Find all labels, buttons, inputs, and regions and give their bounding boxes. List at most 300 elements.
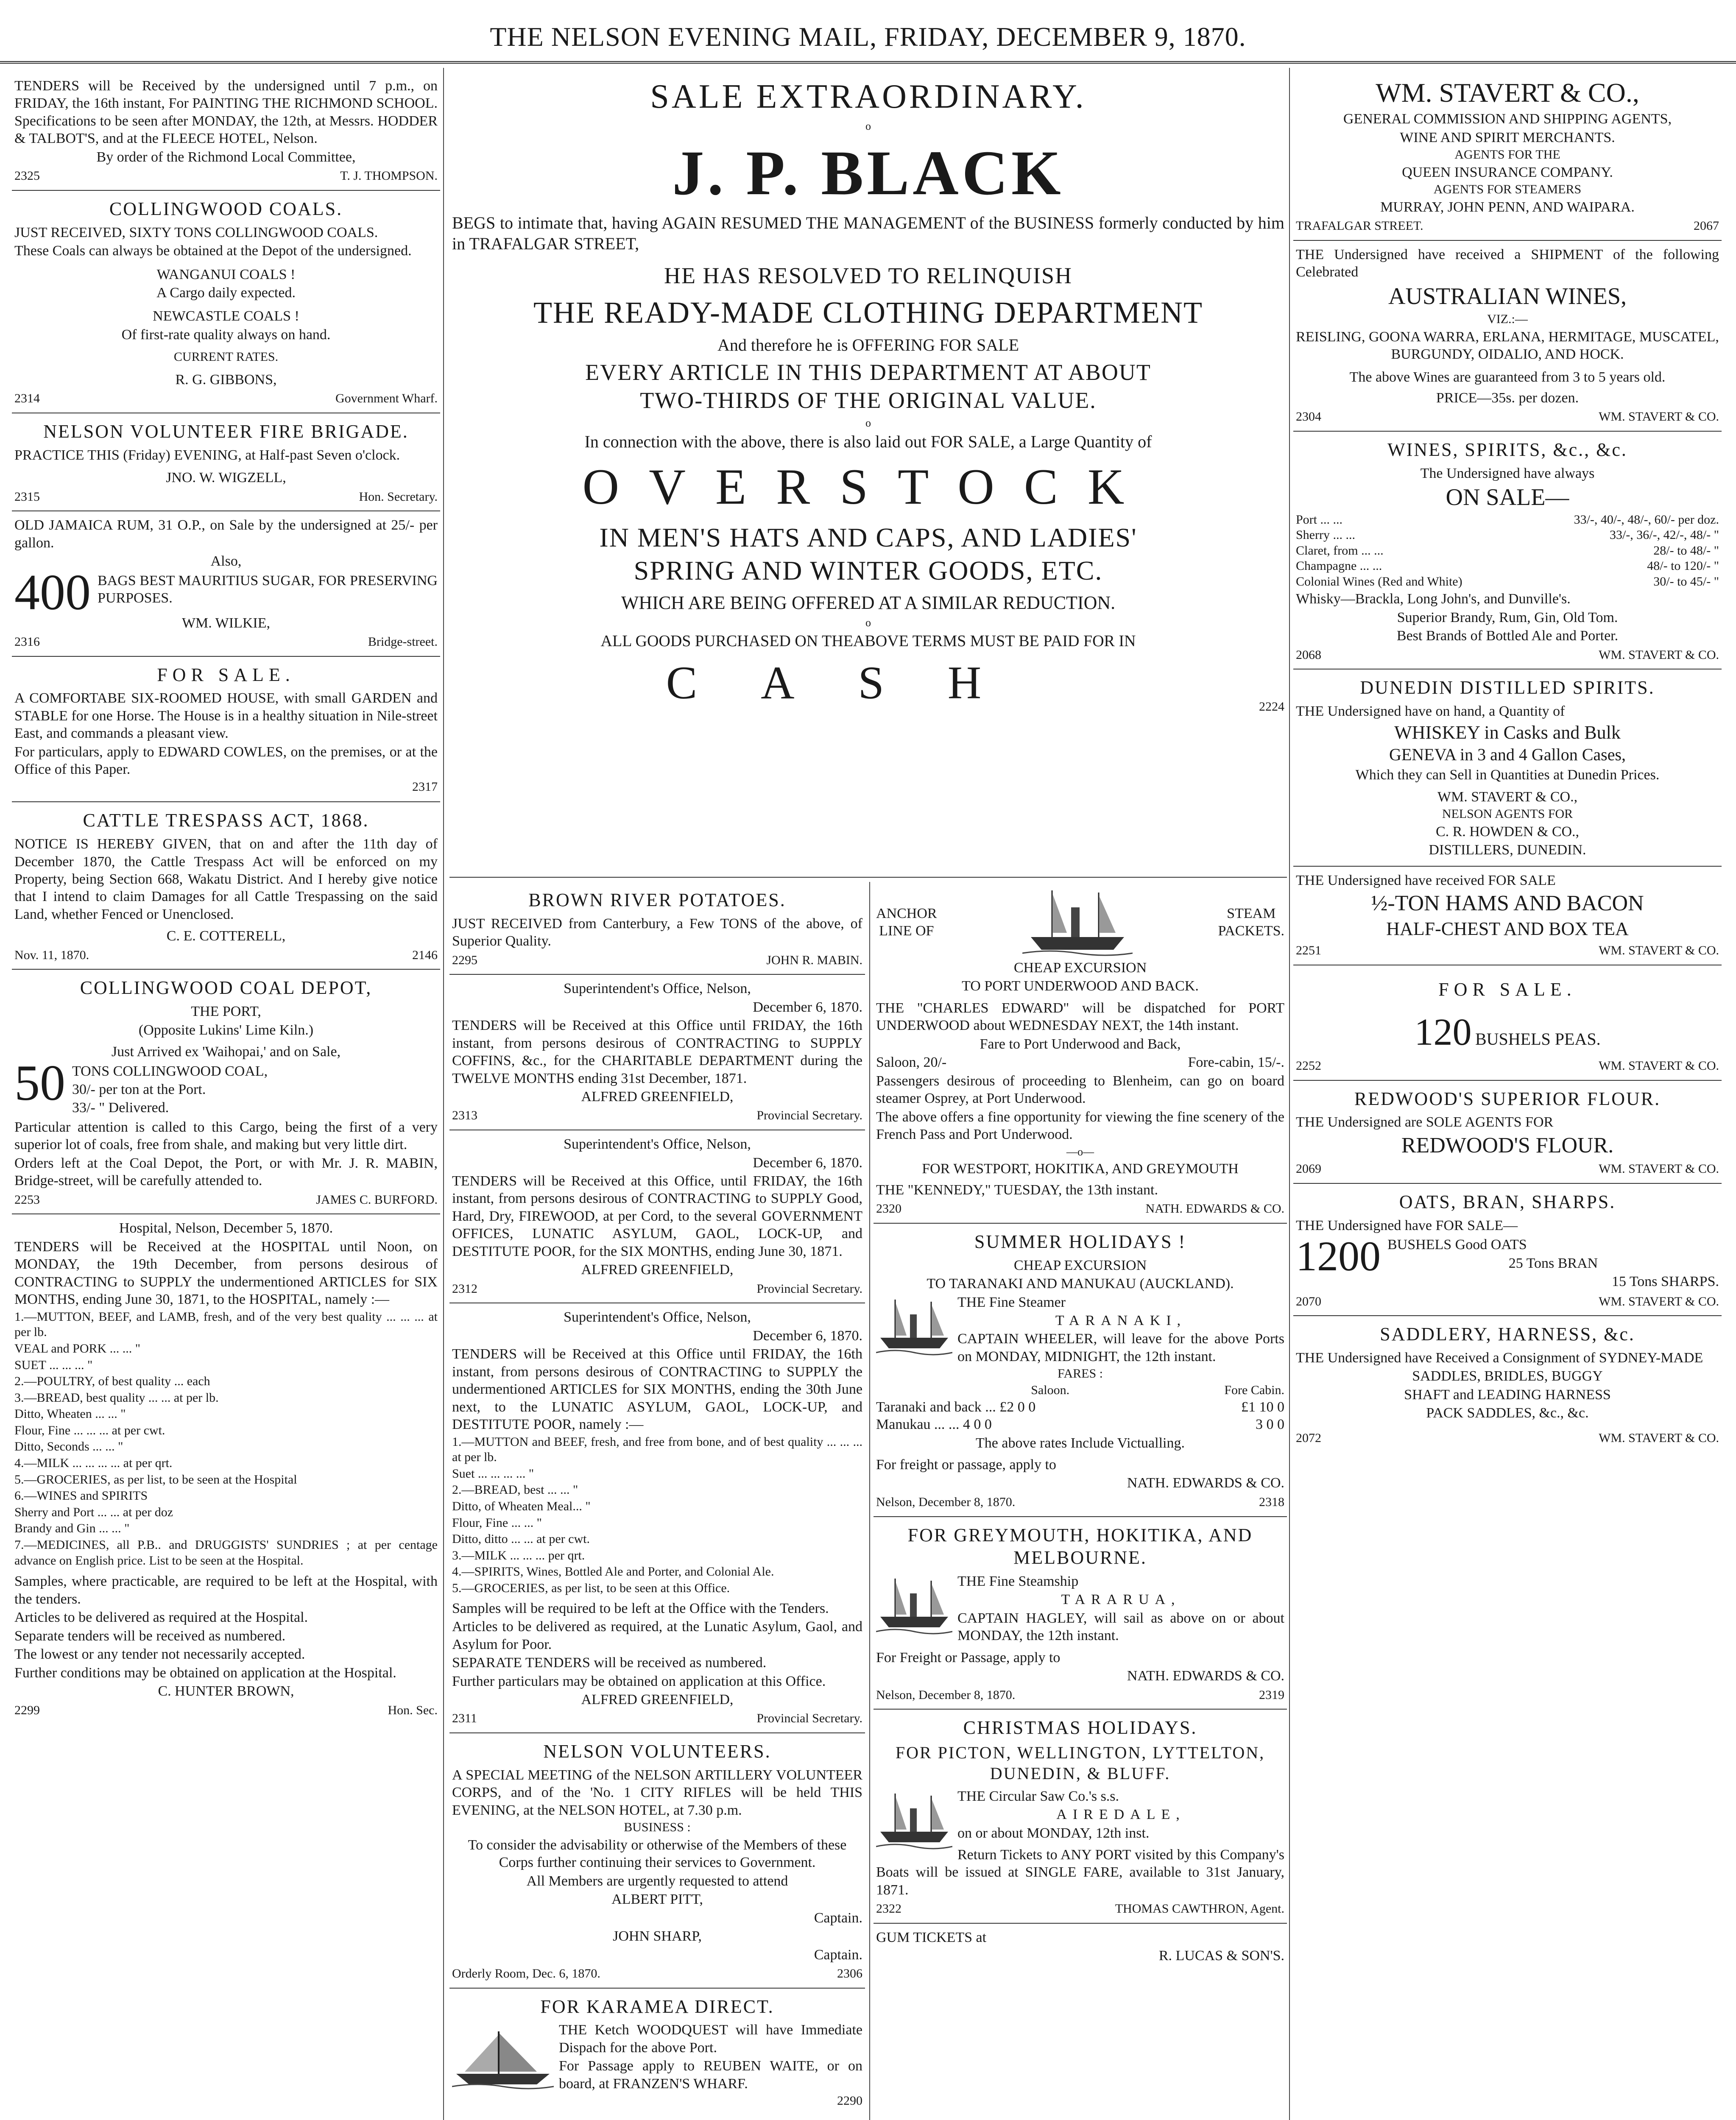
ad-australian-wines bbox=[1293, 241, 1722, 432]
ad-text: CURRENT RATES. bbox=[173, 350, 279, 364]
column-center-left bbox=[449, 882, 865, 2120]
ad-text: THE Fine Steamship bbox=[957, 1573, 1079, 1589]
ad-heading: ON SALE— bbox=[1446, 484, 1569, 511]
ad-text: Captain. bbox=[814, 1910, 862, 1926]
column-left bbox=[12, 72, 440, 2120]
ad-text: THE PORT, bbox=[191, 1004, 261, 1020]
ad-text: DISTILLERS, DUNEDIN. bbox=[1429, 842, 1586, 858]
list-item: 3.—MILK ... ... ... per qrt. bbox=[452, 1548, 585, 1562]
ad-signature: JNO. W. WIGZELL, bbox=[166, 470, 286, 486]
list-item: 2.—POULTRY, of best quality ... each bbox=[14, 1374, 210, 1389]
ad-text: A SPECIAL MEETING of the NELSON ARTILLERY VOLUNTEER CORPS, and of the 'No. 1 CITY RIFLES will be held THIS EVENING, at the NELSON HOTEL, at 7.30 p.m. bbox=[452, 1767, 862, 1818]
ad-text: Superintendent's Office, Nelson, bbox=[564, 1136, 751, 1152]
fare-col-saloon: Saloon. bbox=[1031, 1383, 1070, 1398]
list-item: 6.—WINES and SPIRITS bbox=[14, 1489, 148, 1503]
ad-text: Best Brands of Bottled Ale and Porter. bbox=[1396, 628, 1619, 644]
list-item: Sherry and Port ... ... at per doz bbox=[14, 1505, 173, 1519]
ad-house-for-sale bbox=[12, 657, 440, 803]
ad-number: 2251 bbox=[1296, 943, 1321, 958]
ad-signature: ALBERT PITT, bbox=[611, 1891, 703, 1908]
ad-number: 2306 bbox=[837, 1967, 862, 1981]
ad-text: TENDERS will be Received at this Office until FRIDAY, the 16th instant, from persons desirous of CONTRACTING to SUPPLY the undermentioned ARTICLES for SIX MONTHS, ending the 30th June next, to the LUNATIC ASYLUM, GAOL, LOCK-UP, and DESTITUTE POOR, namely :— bbox=[452, 1346, 862, 1433]
ad-text: WHICH ARE BEING OFFERED AT A SIMILAR REDUCTION. bbox=[621, 592, 1116, 614]
fare-saloon: Saloon, 20/- bbox=[876, 1054, 947, 1071]
ad-text: 33/- " Delivered. bbox=[72, 1100, 169, 1116]
ad-lunatic-asylum-tenders bbox=[449, 1303, 865, 1733]
ad-heading: FOR SALE. bbox=[157, 664, 295, 685]
ad-text: REDWOOD'S FLOUR. bbox=[1401, 1133, 1614, 1158]
ad-text: Articles to be delivered as required at the Hospital. bbox=[14, 1610, 308, 1626]
ad-text: WANGANUI COALS ! bbox=[156, 266, 296, 282]
ad-text: Which they can Sell in Quantities at Dunedin Prices. bbox=[1355, 767, 1660, 783]
column-rule bbox=[869, 882, 870, 2120]
ad-text: Whisky—Brackla, Long John's, and Dunville's. bbox=[1296, 591, 1571, 607]
ad-text: Provincial Secretary. bbox=[756, 1108, 862, 1123]
ad-signature: ALFRED GREENFIELD, bbox=[581, 1262, 734, 1278]
ad-text: In connection with the above, there is also laid out FOR SALE, a Large Quantity of bbox=[584, 432, 1152, 451]
column-right bbox=[1293, 72, 1722, 2120]
ad-text: Separate tenders will be received as numbered. bbox=[14, 1628, 286, 1644]
ad-text: ALL GOODS PURCHASED ON THEABOVE TERMS MUST BE PAID FOR IN bbox=[600, 632, 1136, 650]
ad-text: Further conditions may be obtained on application at the Hospital. bbox=[14, 1665, 396, 1681]
ad-text: By order of the Richmond Local Committee, bbox=[96, 149, 356, 165]
list-item: Suet ... ... ... ... " bbox=[452, 1466, 534, 1481]
ad-text: Also, bbox=[210, 553, 242, 569]
ad-signature: THOMAS CAWTHRON, Agent. bbox=[1115, 1902, 1284, 1916]
ad-date: Nelson, December 8, 1870. bbox=[876, 1495, 1016, 1509]
ad-text: Superintendent's Office, Nelson, bbox=[564, 981, 751, 997]
ad-text: A Cargo daily expected. bbox=[156, 285, 296, 301]
ad-text: CAPTAIN WHEELER, will leave for the above Ports on MONDAY, MIDNIGHT, the 12th instant. bbox=[957, 1331, 1284, 1364]
price-row bbox=[1296, 527, 1719, 543]
ad-hospital-tenders bbox=[12, 1214, 440, 1724]
ad-text: For Freight or Passage, apply to bbox=[876, 1649, 1061, 1665]
ad-signature: C. E. COTTERELL, bbox=[166, 928, 286, 944]
ad-text: THE "CHARLES EDWARD" will be dispatched for PORT UNDERWOOD about WEDNESDAY NEXT, the 14th instant. bbox=[876, 1000, 1284, 1034]
ad-text: AGENTS FOR THE bbox=[1454, 148, 1560, 162]
ad-signature: WM. WILKIE, bbox=[181, 615, 271, 631]
list-item: 5.—GROCERIES, as per list, to be seen at the Hospital bbox=[14, 1472, 297, 1487]
ad-nelson-volunteers bbox=[449, 1733, 865, 1989]
steamship-icon bbox=[1022, 886, 1133, 958]
list-item: Brandy and Gin ... ... " bbox=[14, 1521, 130, 1536]
ad-text: THE "KENNEDY," TUESDAY, the 13th instant. bbox=[876, 1182, 1158, 1198]
ad-number: 2290 bbox=[837, 2094, 862, 2108]
ad-date: December 6, 1870. bbox=[753, 1155, 862, 1171]
masthead-title: THE NELSON EVENING MAIL, FRIDAY, DECEMBER 9, 1870. bbox=[490, 22, 1246, 52]
ad-text: JUST RECEIVED, SIXTY TONS COLLINGWOOD COALS. bbox=[14, 224, 378, 240]
ad-oats-bran bbox=[1293, 1184, 1722, 1316]
column-center-right bbox=[874, 882, 1287, 2120]
ad-text: Superior Brandy, Rum, Gin, Old Tom. bbox=[1397, 609, 1618, 625]
ad-firewood-tenders bbox=[449, 1130, 865, 1303]
ad-text: Hon. Secretary. bbox=[359, 489, 438, 504]
list-item: Ditto, Seconds ... ... " bbox=[14, 1439, 123, 1454]
ad-text: Provincial Secretary. bbox=[756, 1711, 862, 1726]
steamship-icon bbox=[876, 1295, 952, 1359]
ad-heading: CATTLE TRESPASS ACT, 1868. bbox=[83, 810, 369, 831]
ad-text: Just Arrived ex 'Waihopai,' and on Sale, bbox=[111, 1044, 341, 1060]
ad-text: To consider the advisability or otherwise of the Members of these Corps further continuing their services to Government. bbox=[468, 1837, 847, 1871]
fare-cell: 3 0 0 bbox=[1256, 1417, 1284, 1433]
price-item: Port ... ... bbox=[1296, 512, 1343, 527]
ad-text: TENDERS will be Received at the HOSPITAL until Noon, on MONDAY, the 19th December, from persons desirous of CONTRACTING to SUPPLY the undermentioned ARTICLES for SIX MONTHS, ending June 30, 1871, to the HOSPITAL, namely :— bbox=[14, 1239, 438, 1308]
ad-date: December 6, 1870. bbox=[753, 999, 862, 1015]
ad-date: Nov. 11, 1870. bbox=[14, 948, 89, 962]
price-item: Sherry ... ... bbox=[1296, 528, 1355, 542]
separator: o bbox=[865, 616, 871, 629]
fare-row bbox=[876, 1398, 1284, 1416]
ad-text: CAPTAIN HAGLEY, will sail as above on or about MONDAY, the 12th instant. bbox=[957, 1610, 1284, 1644]
ad-number: 2304 bbox=[1296, 410, 1321, 424]
ad-number: 2318 bbox=[1259, 1495, 1284, 1509]
ad-number: 2319 bbox=[1259, 1688, 1284, 1702]
ad-text: BUSHELS Good OATS bbox=[1387, 1237, 1527, 1253]
ad-text: on or about MONDAY, 12th inst. bbox=[957, 1825, 1150, 1841]
ad-heading: REDWOOD'S SUPERIOR FLOUR. bbox=[1354, 1088, 1661, 1109]
ad-text: For particulars, apply to EDWARD COWLES, on the premises, or at the Office of this Paper. bbox=[14, 744, 438, 778]
ad-text: Orderly Room, Dec. 6, 1870. bbox=[452, 1967, 600, 1981]
ad-text: Of first-rate quality always on hand. bbox=[121, 326, 331, 343]
ad-text: FARES : bbox=[1058, 1367, 1103, 1381]
ad-signature: JAMES C. BURFORD. bbox=[316, 1192, 438, 1207]
ad-greymouth bbox=[874, 1517, 1287, 1710]
list-item: Ditto, Wheaten ... ... " bbox=[14, 1407, 126, 1421]
ad-number: 2072 bbox=[1296, 1431, 1321, 1445]
ad-number: 2146 bbox=[412, 948, 438, 962]
ad-text: THE Undersigned have FOR SALE— bbox=[1296, 1217, 1518, 1233]
ad-text: THE Fine Steamer bbox=[957, 1294, 1066, 1310]
fare-cell: Manukau ... ... 4 0 0 bbox=[876, 1417, 992, 1433]
ad-text: Further particulars may be obtained on application at this Office. bbox=[452, 1673, 826, 1689]
column-rule bbox=[1289, 68, 1290, 2120]
ad-heading: COLLINGWOOD COAL DEPOT, bbox=[80, 977, 372, 999]
ad-signature: T. J. THOMPSON. bbox=[340, 169, 438, 183]
ad-hams-bacon bbox=[1293, 867, 1722, 965]
merchant-name: J. P. BLACK bbox=[672, 138, 1064, 209]
price-value: 30/- to 45/- " bbox=[1653, 574, 1719, 589]
ad-text: OLD JAMAICA RUM, 31 O.P., on Sale by the undersigned at 25/- per gallon. bbox=[14, 517, 438, 551]
ketch-icon bbox=[452, 2023, 554, 2091]
ad-text: FOR WESTPORT, HOKITIKA, AND GREYMOUTH bbox=[922, 1161, 1239, 1177]
ad-text: TONS COLLINGWOOD COAL, bbox=[72, 1063, 268, 1079]
ad-text: The Undersigned have always bbox=[1420, 465, 1595, 481]
ad-text: THE Undersigned have on hand, a Quantity of bbox=[1296, 703, 1565, 720]
ad-heading: AUSTRALIAN WINES, bbox=[1388, 283, 1627, 310]
ad-text: BUSHELS PEAS. bbox=[1475, 1029, 1601, 1049]
ad-text: SHAFT and LEADING HARNESS bbox=[1404, 1386, 1611, 1403]
ad-heading: COLLINGWOOD COALS. bbox=[109, 198, 343, 219]
ad-text: BUSINESS : bbox=[624, 1820, 691, 1835]
ad-fire-brigade bbox=[12, 413, 440, 511]
ad-summer-holidays bbox=[874, 1224, 1287, 1517]
ad-number: 2311 bbox=[452, 1711, 477, 1726]
ad-text: Orders left at the Coal Depot, the Port, or with Mr. J. R. MABIN, Bridge-street, will be carefully attended to. bbox=[14, 1155, 438, 1189]
ad-text: REISLING, GOONA WARRA, ERLANA, HERMITAGE, MUSCATEL, BURGUNDY, OIDALIO, AND HOCK. bbox=[1296, 329, 1719, 363]
ad-text: QUEEN INSURANCE COMPANY. bbox=[1402, 164, 1613, 180]
ad-text: For freight or passage, apply to bbox=[876, 1457, 1056, 1473]
ad-text: TENDERS will be Received at this Office until FRIDAY, the 16th instant, from persons desirous of CONTRACTING to SUPPLY COFFINS, &c., for the CHARITABLE DEPARTMENT during the TWELVE MONTHS ending 31st December, 1871. bbox=[452, 1018, 862, 1086]
ad-text: GENERAL COMMISSION AND SHIPPING AGENTS, bbox=[1343, 111, 1672, 127]
ad-text: PACK SADDLES, &c., &c. bbox=[1426, 1405, 1589, 1421]
tender-items-list bbox=[452, 1434, 862, 1596]
price-value: 48/- to 120/- " bbox=[1647, 559, 1719, 573]
ad-gum-tickets bbox=[874, 1924, 1287, 1972]
list-item: 2.—BREAD, best ... ... " bbox=[452, 1483, 578, 1497]
price-item: Claret, from ... ... bbox=[1296, 543, 1384, 558]
ad-heading: FOR KARAMEA DIRECT. bbox=[540, 1996, 774, 2017]
price-row bbox=[1296, 543, 1719, 559]
ad-text: The lowest or any tender not necessarily accepted. bbox=[14, 1646, 305, 1663]
ad-signature: WM. STAVERT & CO., bbox=[1437, 789, 1578, 805]
fare-cell: Taranaki and back ... £2 0 0 bbox=[876, 1399, 1036, 1415]
ad-christmas-holidays bbox=[874, 1710, 1287, 1924]
ad-text: ½-TON HAMS AND BACON bbox=[1371, 891, 1644, 916]
ad-number: 2067 bbox=[1694, 219, 1719, 233]
ad-text: TWO-THIRDS OF THE ORIGINAL VALUE. bbox=[640, 388, 1097, 413]
ad-peas bbox=[1293, 965, 1722, 1081]
ad-text: HE HAS RESOLVED TO RELINQUISH bbox=[664, 262, 1073, 288]
ad-signature: ALFRED GREENFIELD, bbox=[581, 1089, 734, 1105]
ad-number: 2252 bbox=[1296, 1059, 1321, 1073]
ad-text: TENDERS will be Received at this Office, until FRIDAY, the 16th instant, from persons desirous of CONTRACTING to SUPPLY Good, Hard, Dry, FIREWOOD, at per Cord, to the several GOVERNMENT OFFICES, LUNATIC ASYLUM, GAOL, LOCK-UP, and DESTITUTE POOR, for the SIX MONTHS, ending June 30, 1871. bbox=[452, 1173, 862, 1259]
ad-wines-spirits bbox=[1293, 432, 1722, 669]
ad-text: NEWCASTLE COALS ! bbox=[153, 308, 299, 324]
ad-signature: R. G. GIBBONS, bbox=[175, 372, 277, 388]
ad-text: THE Undersigned have received a SHIPMENT of the following Celebrated bbox=[1296, 246, 1719, 280]
ad-signature: JOHN SHARP, bbox=[613, 1928, 702, 1944]
ad-text: NOTICE IS HEREBY GIVEN, that on and after the 11th day of December 1870, the Cattle Trespass Act will be enforced on my Property, being Section 668, Wakatu District. And I hereby give notice that I intend to claim Damages for all Cattle Trespassing on the said Land, whether Fenced or Unenclosed. bbox=[14, 836, 438, 922]
ad-text: (Opposite Lukins' Lime Kiln.) bbox=[138, 1022, 314, 1038]
ad-signature: NATH. EDWARDS & CO. bbox=[1127, 1668, 1284, 1684]
fare-col-forecabin: Fore Cabin. bbox=[1224, 1383, 1284, 1398]
ad-number: 2316 bbox=[14, 635, 40, 649]
ad-text: MURRAY, JOHN PENN, AND WAIPARA. bbox=[1380, 199, 1635, 215]
ad-signature: WM. STAVERT & CO. bbox=[1599, 1294, 1719, 1308]
masthead bbox=[0, 0, 1736, 64]
ad-brown-river-potatoes bbox=[449, 882, 865, 975]
ad-signature: R. LUCAS & SON'S. bbox=[1158, 1948, 1284, 1964]
merchant-name: WM. STAVERT & CO., bbox=[1376, 78, 1639, 108]
ad-text: GUM TICKETS at bbox=[876, 1929, 987, 1945]
ad-heading: SUMMER HOLIDAYS ! bbox=[974, 1231, 1186, 1252]
ad-text: The above rates Include Victualling. bbox=[976, 1435, 1185, 1451]
ad-signature: WM. STAVERT & CO. bbox=[1599, 943, 1719, 958]
ad-signature: NATH. EDWARDS & CO. bbox=[1145, 1202, 1284, 1216]
ad-cattle-trespass bbox=[12, 802, 440, 970]
ad-text: 15 Tons SHARPS. bbox=[1611, 1274, 1719, 1290]
ad-signature: WM. STAVERT & CO. bbox=[1599, 410, 1719, 424]
list-item: 1.—MUTTON, BEEF, and LAMB, fresh, and of the very best quality ... ... ... at per lb. bbox=[14, 1309, 438, 1339]
ad-signature: WM. STAVERT & CO. bbox=[1599, 647, 1719, 662]
ad-signature: ALFRED GREENFIELD, bbox=[581, 1691, 734, 1707]
list-item: VEAL and PORK ... ... " bbox=[14, 1341, 140, 1356]
price-list bbox=[1296, 512, 1719, 590]
ad-text: A COMFORTABE SIX-ROOMED HOUSE, with small GARDEN and STABLE for one Horse. The House is in a healthy situation in Nile-street East, and commands a pleasant view. bbox=[14, 690, 438, 742]
ad-heading: Hospital, Nelson, December 5, 1870. bbox=[119, 1220, 333, 1236]
ad-charitable-tenders bbox=[449, 975, 865, 1130]
ad-number: 2068 bbox=[1296, 647, 1321, 662]
ad-heading: BROWN RIVER POTATOES. bbox=[528, 890, 786, 910]
ad-heading: SADDLERY, HARNESS, &c. bbox=[1380, 1324, 1635, 1345]
ad-number: 2313 bbox=[452, 1108, 477, 1123]
ad-signature: WM. STAVERT & CO. bbox=[1599, 1431, 1719, 1445]
ad-signature: WM. STAVERT & CO. bbox=[1599, 1162, 1719, 1176]
column-center bbox=[449, 72, 1287, 878]
price-value: 33/-, 36/-, 42/-, 48/- " bbox=[1609, 528, 1719, 542]
ad-heading: FOR PICTON, WELLINGTON, LYTTELTON, DUNEDIN, & BLUFF. bbox=[895, 1743, 1265, 1783]
ad-text: GENEVA in 3 and 4 Gallon Cases, bbox=[1389, 745, 1626, 764]
ad-date: Nelson, December 8, 1870. bbox=[876, 1688, 1016, 1702]
ad-text: IN MEN'S HATS AND CAPS, AND LADIES' bbox=[599, 522, 1137, 553]
ad-text: For Passage apply to REUBEN WAITE, or on board, at FRANZEN'S WHARF. bbox=[559, 2058, 862, 2092]
ad-number: 2069 bbox=[1296, 1162, 1321, 1176]
ship-name: TARARUA, bbox=[1061, 1592, 1181, 1608]
list-item: Flour, Fine ... ... " bbox=[452, 1515, 542, 1530]
ad-number: 2320 bbox=[876, 1202, 901, 1216]
ad-stavert-agents bbox=[1293, 72, 1722, 241]
price-value: 33/-, 40/-, 48/-, 60/- per doz. bbox=[1574, 512, 1719, 527]
fare-forecabin: Fore-cabin, 15/-. bbox=[1188, 1054, 1284, 1071]
ad-number: 2325 bbox=[14, 169, 40, 183]
price-row bbox=[1296, 512, 1719, 528]
ad-coal-depot bbox=[12, 970, 440, 1214]
ad-text: THE READY-MADE CLOTHING DEPARTMENT bbox=[533, 295, 1203, 329]
ad-text: Government Wharf. bbox=[335, 391, 438, 406]
ad-text: THE Circular Saw Co.'s s.s. bbox=[957, 1788, 1119, 1804]
ad-text: WHISKEY in Casks and Bulk bbox=[1394, 722, 1621, 743]
ad-text: Return Tickets to ANY PORT visited by this Company's Boats will be issued at SINGLE FARE, available to 31st January, 1871. bbox=[876, 1847, 1284, 1898]
ad-text: Hon. Sec. bbox=[388, 1703, 438, 1717]
ad-text: TENDERS will be Received by the undersigned until 7 p.m., on FRIDAY, the 16th instant, For PAINTING THE RICHMOND SCHOOL. Specifications to be seen after MONDAY, the 12th, at Messrs. HODDER & TALBOT'S, and at the FLEECE HOTEL, Nelson. bbox=[14, 78, 438, 147]
ad-heading: FOR GREYMOUTH, HOKITIKA, AND MELBOURNE. bbox=[907, 1524, 1253, 1568]
ad-text: Samples will be required to be left at the Office with the Tenders. bbox=[452, 1600, 829, 1616]
separator: o bbox=[865, 417, 871, 430]
ad-dunedin-spirits bbox=[1293, 669, 1722, 866]
price-item: Colonial Wines (Red and White) bbox=[1296, 574, 1462, 589]
ad-quantity: 1200 bbox=[1296, 1235, 1381, 1280]
price-value: 28/- to 48/- " bbox=[1653, 543, 1719, 558]
ad-anchor-steam: ANCHOR LINE OF STEAM PACKETS. CHEAP EXCURSION TO PORT UNDERWOOD AND BACK. THE "CHARLES EDWARD" will be dispatched for PORT UNDERWOOD about WEDNESDAY NEXT, the 14th instant. Fare to Port Underwood and Back, Saloon, 20/- Fore-cabin, 15/-. Passengers desirous of proceeding to Blenheim, can go on board steamer Osprey, at Port Underwood. The above offers a fine opportunity for viewing the fine scenery of the French Pass and Port Underwood. —o— FOR WESTPORT, HOKITIKA, AND GREYMOUTH THE "KENNEDY," TUESDAY, the 13th instant. 2320 NATH. EDWARDS & CO. bbox=[874, 882, 1287, 1224]
ad-number: 2253 bbox=[14, 1192, 40, 1207]
cash-banner: CASH bbox=[666, 656, 1045, 709]
ad-text: JUST RECEIVED from Canterbury, a Few TONS of the above, of Superior Quality. bbox=[452, 915, 862, 949]
list-item: Ditto, ditto ... ... at per cwt. bbox=[452, 1532, 590, 1546]
ad-text: THE Undersigned have Received a Consignment of SYDNEY-MADE bbox=[1296, 1350, 1703, 1366]
ad-heading: DUNEDIN DISTILLED SPIRITS. bbox=[1360, 677, 1655, 698]
price-row bbox=[1296, 574, 1719, 590]
ad-karamea bbox=[449, 1989, 865, 2116]
ad-text: NELSON AGENTS FOR bbox=[1442, 807, 1573, 821]
ad-text: Samples, where practicable, are required to be left at the Hospital, with the tenders. bbox=[14, 1573, 438, 1607]
ad-text: THE Ketch WOODQUEST will have Immediate Dispach for the above Port. bbox=[559, 2022, 862, 2056]
ad-text: SADDLES, BRIDLES, BUGGY bbox=[1412, 1368, 1603, 1384]
column-rule bbox=[443, 68, 444, 2120]
fare-cell: £1 10 0 bbox=[1241, 1399, 1284, 1415]
ad-number: 2322 bbox=[876, 1902, 901, 1916]
ad-heading: STEAM bbox=[1227, 905, 1276, 921]
ad-text: Passengers desirous of proceeding to Blenheim, can go on board steamer Osprey, at Port Underwood. bbox=[876, 1073, 1284, 1107]
ad-quantity: 400 bbox=[14, 571, 91, 614]
ad-text: These Coals can always be obtained at the Depot of the undersigned. bbox=[14, 243, 412, 259]
ad-richmond-school bbox=[12, 72, 440, 191]
ad-number: 2299 bbox=[14, 1703, 40, 1717]
ad-text: BAGS BEST MAURITIUS SUGAR, FOR PRESERVING PURPOSES. bbox=[98, 572, 438, 606]
separator: o bbox=[865, 120, 871, 132]
ad-text: The above Wines are guaranteed from 3 to 5 years old. bbox=[1349, 369, 1666, 385]
ad-heading: FOR SALE. bbox=[1438, 979, 1577, 1000]
ad-heading: LINE OF bbox=[879, 923, 934, 939]
ad-text: And therefore he is OFFERING FOR SALE bbox=[717, 335, 1019, 354]
ad-text: CHEAP EXCURSION bbox=[1013, 1257, 1147, 1273]
ad-number: 2295 bbox=[452, 953, 477, 967]
ad-text: The above offers a fine opportunity for viewing the fine scenery of the French Pass and Port Underwood. bbox=[876, 1109, 1284, 1143]
ad-signature: JOHN R. MABIN. bbox=[766, 953, 862, 967]
ad-signature: C. HUNTER BROWN, bbox=[158, 1683, 294, 1699]
ad-sale-extraordinary bbox=[449, 72, 1287, 878]
ad-number: 2312 bbox=[452, 1281, 477, 1296]
ship-name: TARANAKI, bbox=[1055, 1313, 1187, 1329]
ad-redwood-flour bbox=[1293, 1081, 1722, 1184]
list-item: 7.—MEDICINES, all P.B.. and DRUGGISTS' SUNDRIES ; at per centage advance on English price. List to be seen at the Hospital. bbox=[14, 1538, 438, 1568]
ship-name: AIREDALE, bbox=[1056, 1807, 1186, 1823]
ad-text: Fare to Port Underwood and Back, bbox=[980, 1036, 1181, 1052]
ad-heading: PACKETS. bbox=[1218, 923, 1284, 939]
ad-text: TO PORT UNDERWOOD AND BACK. bbox=[962, 978, 1199, 994]
ad-heading: OATS, BRAN, SHARPS. bbox=[1399, 1191, 1616, 1212]
list-item: SUET ... ... ... " bbox=[14, 1358, 93, 1372]
ad-text: SEPARATE TENDERS will be received as numbered. bbox=[452, 1655, 767, 1671]
ad-number: 2315 bbox=[14, 489, 40, 504]
list-item: 5.—GROCERIES, as per list, to be seen at this Office. bbox=[452, 1581, 730, 1596]
list-item: 4.—MILK ... ... ... ... at per qrt. bbox=[14, 1456, 173, 1470]
fare-row bbox=[876, 1416, 1284, 1433]
ad-text: AGENTS FOR STEAMERS bbox=[1433, 182, 1582, 197]
fare-table-header bbox=[876, 1383, 1284, 1398]
ad-price: PRICE—35s. per dozen. bbox=[1436, 390, 1579, 406]
ad-quantity: 120 bbox=[1414, 1011, 1472, 1054]
ad-date: December 6, 1870. bbox=[753, 1328, 862, 1344]
ad-number: 2317 bbox=[412, 779, 438, 794]
ad-text: THE Undersigned are SOLE AGENTS FOR bbox=[1296, 1114, 1554, 1130]
ad-text: EVERY ARTICLE IN THIS DEPARTMENT AT ABOUT bbox=[585, 360, 1151, 385]
ad-saddlery bbox=[1293, 1316, 1722, 1452]
list-item: 4.—SPIRITS, Wines, Bottled Ale and Porter, and Colonial Ale. bbox=[452, 1565, 774, 1579]
ad-text: VIZ.:— bbox=[1487, 312, 1528, 326]
steamship-icon bbox=[876, 1574, 952, 1638]
ad-heading: ANCHOR bbox=[876, 905, 937, 921]
ad-text: SPRING AND WINTER GOODS, ETC. bbox=[634, 555, 1103, 586]
ad-signature: WM. STAVERT & CO. bbox=[1599, 1059, 1719, 1073]
ad-signature: NATH. EDWARDS & CO. bbox=[1127, 1475, 1284, 1491]
price-row bbox=[1296, 558, 1719, 574]
ad-collingwood-coals bbox=[12, 191, 440, 413]
ad-text: C. R. HOWDEN & CO., bbox=[1435, 823, 1580, 840]
ad-heading: WINES, SPIRITS, &c., &c. bbox=[1387, 439, 1627, 460]
steamship-icon bbox=[876, 1789, 952, 1853]
ad-heading: CHRISTMAS HOLIDAYS. bbox=[963, 1717, 1197, 1738]
ad-text: 30/- per ton at the Port. bbox=[72, 1081, 206, 1097]
ad-text: Superintendent's Office, Nelson, bbox=[564, 1309, 751, 1325]
ad-text: HALF-CHEST AND BOX TEA bbox=[1386, 918, 1629, 940]
ad-text: CHEAP EXCURSION bbox=[1013, 960, 1147, 976]
ad-text: Particular attention is called to this Cargo, being the first of a very superior lot of coals, free from shale, and making but very little dirt. bbox=[14, 1119, 438, 1153]
list-item: Flour, Fine ... ... ... at per cwt. bbox=[14, 1423, 165, 1437]
ad-heading: NELSON VOLUNTEERS. bbox=[543, 1741, 771, 1762]
ad-text: THE Undersigned have received FOR SALE bbox=[1296, 872, 1556, 888]
ad-number: 2070 bbox=[1296, 1294, 1321, 1308]
ad-text: BEGS to intimate that, having AGAIN RESUMED THE MANAGEMENT of the BUSINESS formerly conducted by him in TRAFALGAR STREET, bbox=[452, 213, 1284, 254]
